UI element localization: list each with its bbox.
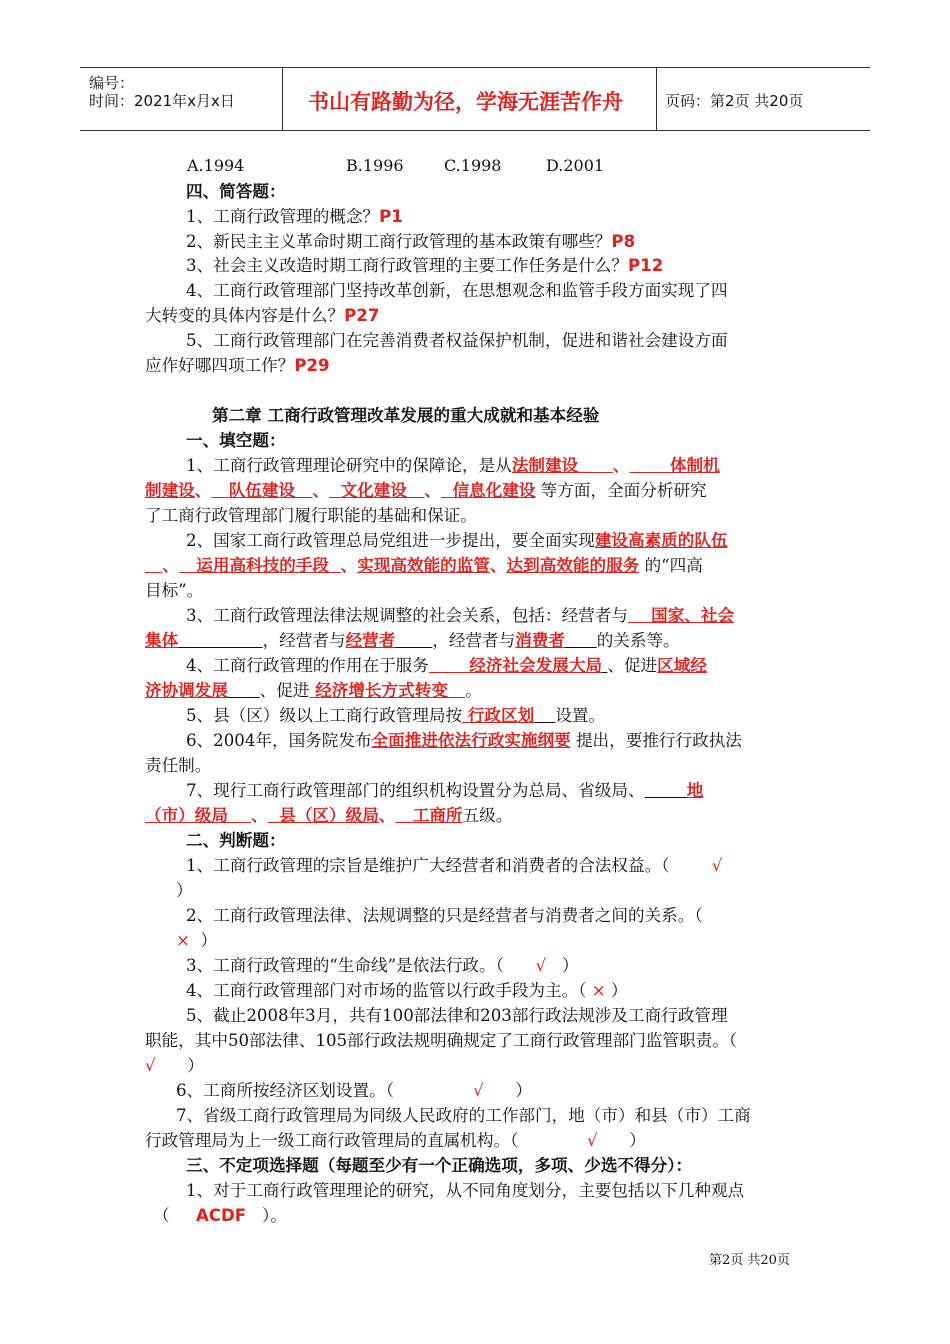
fill-question: 制建设、 队伍建设 、 文化建设 、 信息化建设 等方面，全面分析研究 xyxy=(145,481,707,500)
answer: 建设高素质的队伍 xyxy=(594,531,728,550)
header-meta xyxy=(80,68,283,130)
time-label: 时间：2021年x月x日 xyxy=(89,92,235,110)
fill-question: 、 运用高科技的手段 、实现高效能的监管、达到高效能的服务 的“四高 xyxy=(162,556,703,575)
page-header xyxy=(80,67,870,131)
judge-question: 6、工商所按经济区划设置。（ √ ） xyxy=(176,1081,532,1100)
option-a: A.1994 xyxy=(187,156,245,175)
fill-question: 5、县（区）级以上工商行政管理局按 行政区划 设置。 xyxy=(186,706,606,725)
answer: （市）级局 xyxy=(145,806,228,825)
question: 2、新民主主义革命时期工商行政管理的基本政策有哪些？P8 xyxy=(186,232,636,251)
fill-question: 1、工商行政管理理论研究中的保障论，是从法制建设 、 体制机 xyxy=(186,456,720,475)
section-title: 一、填空题： xyxy=(186,431,286,450)
fill-question-line: 责任制。 xyxy=(145,756,212,775)
answer: 国家、社会 xyxy=(651,606,735,625)
fill-question: 7、现行工商行政管理部门的组织机构设置分为总局、省级局、 地 xyxy=(186,781,704,800)
answer: ACDF xyxy=(195,1206,247,1225)
answer: 县（区）级局 xyxy=(279,806,379,825)
cross-mark-icon: × xyxy=(176,931,190,950)
fill-question-line: 目标”。 xyxy=(145,581,204,600)
judge-question: 7、省级工商行政管理局为同级人民政府的工作部门，地（市）和县（市）工商 xyxy=(176,1106,751,1125)
question-line: 4、工商行政管理部门坚持改革创新，在思想观念和监管手段方面实现了四 xyxy=(186,281,728,300)
judge-question: 1、工商行政管理的宗旨是维护广大经营者和消费者的合法权益。（ √ xyxy=(186,856,723,875)
section-title: 四、简答题： xyxy=(186,182,286,201)
answer: 信息化建设 xyxy=(452,481,536,500)
motto: 书山有路勤为径，学海无涯苦作舟 xyxy=(308,90,623,114)
answer: 文化建设 xyxy=(340,481,407,500)
judge-answer: √ ） xyxy=(145,1056,204,1075)
judge-question: 2、工商行政管理法律、法规调整的只是经营者与消费者之间的关系。（ xyxy=(186,906,703,925)
judge-question: 4、工商行政管理部门对市场的监管以行政手段为主。（ × ） xyxy=(186,981,628,1000)
answer: P29 xyxy=(294,356,330,375)
answer: 实现高效能的监管 xyxy=(357,556,490,575)
answer: P8 xyxy=(611,232,636,251)
judge-answer: × ） xyxy=(176,931,218,950)
section-title: 二、判断题： xyxy=(186,831,286,850)
cross-mark-icon: × xyxy=(591,981,606,1000)
fill-question-line: 了工商行政管理部门履行职能的基础和保证。 xyxy=(145,506,477,525)
answer: 达到高效能的服务 xyxy=(506,556,640,575)
fill-question: 济协调发展 、促进 经济增长方式转变 。 xyxy=(145,681,482,700)
answer: 消费者 xyxy=(515,631,566,650)
question: 大转变的具体内容是什么？P27 xyxy=(145,306,380,325)
option-c: C.1998 xyxy=(444,156,502,175)
check-mark-icon: √ xyxy=(586,1131,598,1150)
check-mark-icon: √ xyxy=(145,1056,156,1075)
fill-question: （市）级局 、 县（区）级局、 工商所五级。 xyxy=(145,806,513,825)
answer: 体制机 xyxy=(669,456,720,475)
judge-question: 行政管理局为上一级工商行政管理局的直属机构。（ √ ） xyxy=(145,1131,646,1150)
check-mark-icon: √ xyxy=(535,956,547,975)
judge-question: 3、工商行政管理的“生命线”是依法行政。（ √ ） xyxy=(186,956,579,975)
option-d: D.2001 xyxy=(546,156,605,175)
chapter-title: 第二章 工商行政管理改革发展的重大成就和基本经验 xyxy=(212,406,600,425)
question: 3、社会主义改造时期工商行政管理的主要工作任务是什么？P12 xyxy=(186,256,664,275)
option-b: B.1996 xyxy=(346,156,404,175)
question-line: 5、工商行政管理部门在完善消费者权益保护机制，促进和谐社会建设方面 xyxy=(186,331,728,350)
fill-question: 集体 ，经营者与经营者 ，经营者与消费者 的关系等。 xyxy=(145,631,680,650)
page-footer: 第2页 共20页 xyxy=(709,1253,790,1268)
answer: P1 xyxy=(379,207,403,226)
answer: 工商所 xyxy=(412,806,463,825)
fill-question: 6、2004年，国务院发布全面推进依法行政实施纲要 提出，要推行行政执法 xyxy=(186,731,742,750)
multi-answer: （ ACDF ）。 xyxy=(153,1206,287,1225)
header-motto-cell xyxy=(282,68,657,130)
answer: 运用高科技的手段 xyxy=(196,556,330,575)
answer: 济协调发展 xyxy=(145,681,228,700)
answer: 经济社会发展大局 xyxy=(469,656,603,675)
page-info: 页码：第2页 共20页 xyxy=(665,92,804,110)
check-mark-icon: √ xyxy=(711,856,723,875)
answer: 区域经 xyxy=(657,656,707,675)
question: 应作好哪四项工作？P29 xyxy=(145,356,330,375)
fill-question: 2、国家工商行政管理总局党组进一步提出，要全面实现建设高素质的队伍 xyxy=(186,531,728,550)
answer: 行政区划 xyxy=(467,706,535,725)
answer: P27 xyxy=(344,306,380,325)
answer: 全面推进依法行政实施纲要 xyxy=(371,731,571,750)
check-mark-icon: √ xyxy=(473,1081,484,1100)
answer: 经济增长方式转变 xyxy=(315,681,448,700)
answer: 集体 xyxy=(145,631,179,650)
number-label: 编号： xyxy=(89,74,135,92)
judge-close: ） xyxy=(176,881,193,900)
section-title: 三、不定项选择题（每题至少有一个正确选项，多项、少选不得分）： xyxy=(186,1156,693,1175)
answer: P12 xyxy=(628,256,664,275)
answer: 地 xyxy=(686,781,704,800)
answer: 制建设 xyxy=(145,481,195,500)
fill-question: 3、工商行政管理法律法规调整的社会关系，包括：经营者与 国家、社会 xyxy=(186,606,735,625)
judge-question-line: 职能，其中50部法律、105部行政法规明确规定了工商行政管理部门监管职责。（ xyxy=(145,1031,738,1050)
answer: 队伍建设 xyxy=(228,481,296,500)
fill-question: 4、工商行政管理的作用在于服务 经济社会发展大局 、促进区域经 xyxy=(186,656,707,675)
judge-question: 5、截止2008年3月，共有100部法律和203部行政法规涉及工商行政管理 xyxy=(186,1006,728,1025)
multi-question: 1、对于工商行政管理理论的研究，从不同角度划分，主要包括以下几种观点 xyxy=(186,1181,745,1200)
answer: 法制建设 xyxy=(511,456,579,475)
question: 1、工商行政管理的概念？P1 xyxy=(186,207,403,226)
answer: 经营者 xyxy=(345,631,396,650)
